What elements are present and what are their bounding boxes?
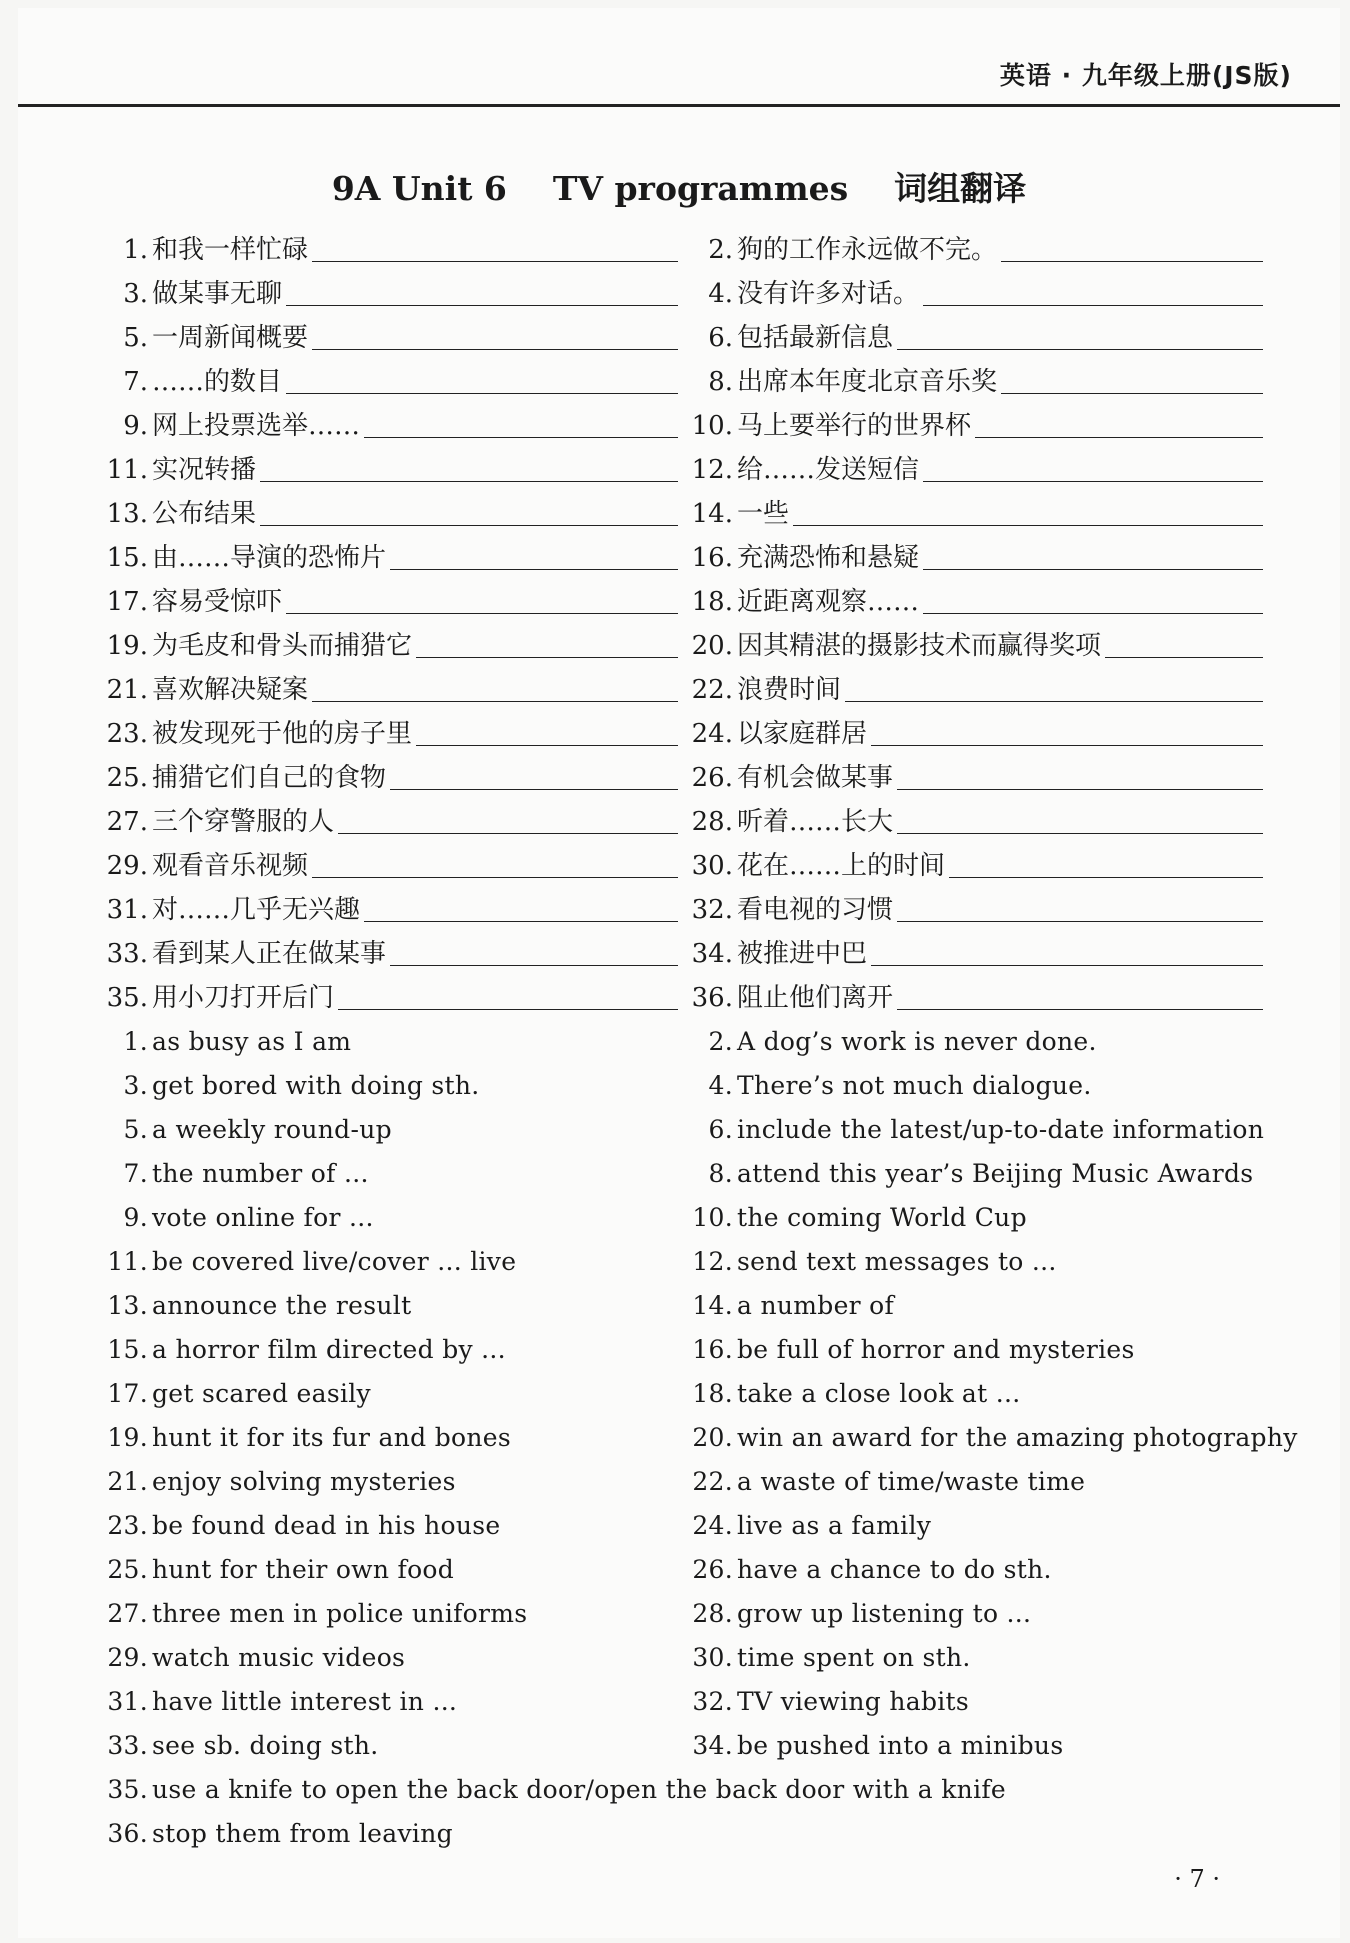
answer-blank[interactable]: [364, 921, 678, 922]
item-number: 29.: [107, 1643, 148, 1672]
translation-item: [98, 536, 678, 580]
item-number: 16.: [692, 1335, 733, 1364]
translation-item: [683, 448, 1263, 492]
answer-blank[interactable]: [897, 921, 1263, 922]
item-text: 有机会做某事: [737, 763, 894, 793]
item-number: 33.: [107, 1731, 148, 1760]
item-number: 32.: [691, 895, 733, 925]
answer-blank[interactable]: [923, 569, 1263, 570]
translation-item: [98, 756, 678, 800]
item-text: be found dead in his house: [152, 1511, 501, 1540]
item-number: 35.: [107, 1775, 148, 1804]
answer-blank[interactable]: [897, 789, 1263, 790]
answer-item: [683, 1724, 1303, 1768]
item-number: 6.: [708, 1115, 733, 1144]
item-text: a horror film directed by ...: [152, 1335, 506, 1364]
answer-item: [98, 1372, 678, 1416]
item-number: 9.: [123, 1203, 148, 1232]
page-title: 9A Unit 6 TV programmes 词组翻译: [331, 169, 1027, 208]
translation-item: [98, 668, 678, 712]
item-number: 3.: [123, 1071, 148, 1100]
item-text: 看电视的习惯: [737, 895, 894, 925]
item-number: 29.: [106, 851, 148, 881]
item-number: 20.: [691, 631, 733, 661]
item-text: include the latest/up-to-date information: [737, 1115, 1265, 1144]
answer-blank[interactable]: [793, 525, 1263, 526]
item-number: 18.: [691, 587, 733, 617]
item-text: hunt it for its fur and bones: [152, 1423, 511, 1452]
translation-item: [98, 492, 678, 536]
answer-item: [98, 1592, 678, 1636]
item-text: the coming World Cup: [737, 1203, 1027, 1232]
answer-blank[interactable]: [416, 745, 678, 746]
answer-item: [683, 1504, 1303, 1548]
answer-blank[interactable]: [312, 349, 678, 350]
translation-item: [683, 404, 1263, 448]
answer-item: [98, 1460, 678, 1504]
item-text: 被推进中巴: [737, 939, 868, 969]
item-text: watch music videos: [152, 1643, 406, 1672]
item-number: 34.: [691, 939, 733, 969]
item-text: the number of ...: [152, 1159, 369, 1188]
translation-item: [98, 800, 678, 844]
translation-item: [683, 976, 1263, 1020]
answer-blank[interactable]: [923, 613, 1263, 614]
translation-item: [98, 360, 678, 404]
answer-item: [683, 1240, 1303, 1284]
item-text: 和我一样忙碌: [152, 235, 309, 265]
item-number: 36.: [691, 983, 733, 1013]
item-number: 5.: [123, 1115, 148, 1144]
translation-item: [683, 844, 1263, 888]
answer-blank[interactable]: [1001, 261, 1263, 262]
item-number: 26.: [692, 1555, 733, 1584]
item-text: 对……几乎无兴趣: [152, 895, 361, 925]
item-number: 11.: [106, 455, 148, 485]
answer-item: [98, 1196, 678, 1240]
answer-item: [98, 1240, 678, 1284]
answer-item: [683, 1372, 1303, 1416]
item-number: 1.: [123, 1027, 148, 1056]
item-text: have little interest in ...: [152, 1687, 458, 1716]
answer-item: [98, 1064, 678, 1108]
translation-item: [683, 624, 1263, 668]
item-text: as busy as I am: [152, 1027, 352, 1056]
answer-blank[interactable]: [923, 305, 1263, 306]
item-number: 2.: [708, 235, 733, 265]
answer-item: [683, 1064, 1303, 1108]
item-number: 34.: [692, 1731, 733, 1760]
answer-item: [683, 1548, 1303, 1592]
item-text: 给……发送短信: [737, 455, 920, 485]
item-number: 13.: [107, 1291, 148, 1320]
translation-item: [98, 448, 678, 492]
item-text: 看到某人正在做某事: [152, 939, 387, 969]
item-number: 5.: [123, 323, 148, 353]
item-text: 充满恐怖和悬疑: [737, 543, 920, 573]
translation-item: [683, 668, 1263, 712]
answer-blank[interactable]: [390, 789, 678, 790]
answer-blank[interactable]: [390, 569, 678, 570]
item-text: grow up listening to ...: [737, 1599, 1032, 1628]
answer-blank[interactable]: [897, 349, 1263, 350]
item-number: 10.: [692, 1203, 733, 1232]
item-number: 19.: [107, 1423, 148, 1452]
item-number: 10.: [691, 411, 733, 441]
answer-item: [98, 1108, 678, 1152]
item-text: 阻止他们离开: [737, 983, 894, 1013]
item-number: 8.: [708, 367, 733, 397]
translation-item: [98, 624, 678, 668]
item-text: 由……导演的恐怖片: [152, 543, 387, 573]
item-text: A dog’s work is never done.: [737, 1027, 1097, 1056]
translation-item: [683, 228, 1263, 272]
item-number: 4.: [708, 1071, 733, 1100]
answer-item: [683, 1328, 1303, 1372]
item-text: There’s not much dialogue.: [737, 1071, 1092, 1100]
item-text: 三个穿警服的人: [152, 807, 335, 837]
item-text: 喜欢解决疑案: [152, 675, 309, 705]
item-number: 21.: [107, 1467, 148, 1496]
item-text: 包括最新信息: [737, 323, 894, 353]
translation-item: [98, 316, 678, 360]
answer-item: [683, 1416, 1303, 1460]
translation-item: [98, 228, 678, 272]
item-number: 31.: [106, 895, 148, 925]
item-number: 18.: [692, 1379, 733, 1408]
answer-item: [683, 1680, 1303, 1724]
item-text: 被发现死于他的房子里: [152, 719, 413, 749]
item-text: 以家庭群居: [737, 719, 868, 749]
item-number: 17.: [106, 587, 148, 617]
answer-blank[interactable]: [975, 437, 1263, 438]
item-text: TV viewing habits: [737, 1687, 970, 1716]
item-number: 28.: [692, 1599, 733, 1628]
answer-item: [683, 1284, 1303, 1328]
item-text: a weekly round-up: [152, 1115, 392, 1144]
item-number: 9.: [123, 411, 148, 441]
header-divider: [18, 104, 1340, 107]
translation-item: [683, 756, 1263, 800]
answer-blank[interactable]: [1105, 657, 1263, 658]
item-number: 27.: [107, 1599, 148, 1628]
translation-item: [683, 492, 1263, 536]
item-text: 一些: [737, 499, 790, 529]
item-number: 25.: [107, 1555, 148, 1584]
translation-item: [98, 976, 678, 1020]
item-number: 4.: [708, 279, 733, 309]
translation-item: [683, 316, 1263, 360]
answer-item: [98, 1416, 678, 1460]
item-number: 20.: [692, 1423, 733, 1452]
item-number: 32.: [692, 1687, 733, 1716]
answer-item: [98, 1284, 678, 1328]
answer-item: [98, 1812, 1278, 1856]
answer-item: [98, 1768, 1278, 1812]
item-text: time spent on sth.: [737, 1643, 971, 1672]
translation-item: [683, 800, 1263, 844]
answer-blank[interactable]: [312, 877, 678, 878]
item-number: 23.: [107, 1511, 148, 1540]
answer-blank[interactable]: [364, 437, 678, 438]
translation-item: [98, 404, 678, 448]
item-number: 1.: [123, 235, 148, 265]
answer-item: [683, 1636, 1303, 1680]
item-number: 19.: [106, 631, 148, 661]
item-text: 近距离观察……: [737, 587, 920, 617]
item-text: 狗的工作永远做不完。: [737, 235, 998, 265]
item-text: get scared easily: [152, 1379, 371, 1408]
item-number: 28.: [691, 807, 733, 837]
item-number: 27.: [106, 807, 148, 837]
item-number: 16.: [691, 543, 733, 573]
item-text: 没有许多对话。: [737, 279, 920, 309]
item-number: 36.: [107, 1819, 148, 1848]
item-text: have a chance to do sth.: [737, 1555, 1052, 1584]
item-number: 22.: [692, 1467, 733, 1496]
answer-blank[interactable]: [1001, 393, 1263, 394]
item-text: ……的数目: [152, 367, 283, 397]
answer-blank[interactable]: [949, 877, 1263, 878]
item-number: 14.: [691, 499, 733, 529]
english-left-column: [98, 1020, 678, 1768]
item-text: enjoy solving mysteries: [152, 1467, 456, 1496]
answer-blank[interactable]: [871, 745, 1263, 746]
answer-blank[interactable]: [897, 833, 1263, 834]
answer-item: [98, 1548, 678, 1592]
item-text: 公布结果: [152, 499, 257, 529]
answer-item: [98, 1328, 678, 1372]
item-text: 捕猎它们自己的食物: [152, 763, 387, 793]
answer-blank[interactable]: [845, 701, 1263, 702]
item-text: a number of: [737, 1291, 895, 1320]
translation-item: [683, 536, 1263, 580]
item-text: 马上要举行的世界杯: [737, 411, 972, 441]
answer-item: [98, 1724, 678, 1768]
item-text: 因其精湛的摄影技术而赢得奖项: [737, 631, 1102, 661]
answer-blank[interactable]: [923, 481, 1263, 482]
answer-item: [683, 1592, 1303, 1636]
item-number: 2.: [708, 1027, 733, 1056]
answer-blank[interactable]: [338, 833, 678, 834]
item-number: 35.: [106, 983, 148, 1013]
item-number: 14.: [692, 1291, 733, 1320]
answer-blank[interactable]: [338, 1009, 678, 1010]
worksheet-page: [18, 8, 1340, 1938]
item-text: 花在……上的时间: [737, 851, 946, 881]
answer-blank[interactable]: [871, 965, 1263, 966]
item-number: 31.: [107, 1687, 148, 1716]
item-text: vote online for ...: [152, 1203, 374, 1232]
item-text: 实况转播: [152, 455, 257, 485]
item-text: 网上投票选举……: [152, 411, 361, 441]
item-text: 容易受惊吓: [152, 587, 283, 617]
item-text: 为毛皮和骨头而捕猎它: [152, 631, 413, 661]
item-number: 3.: [123, 279, 148, 309]
translation-item: [98, 272, 678, 316]
translation-item: [683, 712, 1263, 756]
item-text: 一周新闻概要: [152, 323, 309, 353]
translation-item: [683, 272, 1263, 316]
item-number: 12.: [692, 1247, 733, 1276]
english-wide-rows: [98, 1768, 1278, 1856]
item-number: 33.: [106, 939, 148, 969]
item-number: 25.: [106, 763, 148, 793]
translation-item: [98, 888, 678, 932]
item-number: 15.: [107, 1335, 148, 1364]
answer-item: [683, 1196, 1303, 1240]
answer-blank[interactable]: [897, 1009, 1263, 1010]
item-text: take a close look at ...: [737, 1379, 1021, 1408]
answer-blank[interactable]: [312, 261, 678, 262]
item-text: 浪费时间: [737, 675, 842, 705]
item-text: be full of horror and mysteries: [737, 1335, 1135, 1364]
item-text: stop them from leaving: [152, 1819, 453, 1848]
item-text: attend this year’s Beijing Music Awards: [737, 1159, 1254, 1188]
item-text: three men in police uniforms: [152, 1599, 528, 1628]
item-number: 21.: [106, 675, 148, 705]
translation-item: [98, 580, 678, 624]
answer-item: [98, 1020, 678, 1064]
translation-item: [98, 712, 678, 756]
translation-item: [683, 888, 1263, 932]
chinese-right-column: [683, 228, 1263, 1020]
answer-blank[interactable]: [390, 965, 678, 966]
answer-item: [683, 1020, 1303, 1064]
answer-item: [98, 1680, 678, 1724]
page-header: 英语 · 九年级上册(JS版): [999, 61, 1292, 90]
answer-item: [98, 1636, 678, 1680]
item-text: 用小刀打开后门: [152, 983, 335, 1013]
item-text: announce the result: [152, 1291, 412, 1320]
item-number: 23.: [106, 719, 148, 749]
answer-blank[interactable]: [286, 305, 678, 306]
answer-blank[interactable]: [286, 393, 678, 394]
item-number: 24.: [692, 1511, 733, 1540]
item-number: 13.: [106, 499, 148, 529]
item-number: 12.: [691, 455, 733, 485]
item-number: 11.: [107, 1247, 148, 1276]
item-number: 26.: [691, 763, 733, 793]
answer-blank[interactable]: [416, 657, 678, 658]
translation-item: [98, 844, 678, 888]
page-number: · 7 ·: [1174, 1865, 1220, 1893]
item-number: 7.: [123, 367, 148, 397]
answer-item: [98, 1152, 678, 1196]
english-right-column: [683, 1020, 1303, 1768]
item-text: 做某事无聊: [152, 279, 283, 309]
item-number: 22.: [691, 675, 733, 705]
item-text: 出席本年度北京音乐奖: [737, 367, 998, 397]
item-number: 17.: [107, 1379, 148, 1408]
item-text: 听着……长大: [737, 807, 894, 837]
chinese-left-column: [98, 228, 678, 1020]
item-text: win an award for the amazing photography: [737, 1423, 1298, 1452]
item-text: live as a family: [737, 1511, 932, 1540]
item-number: 8.: [708, 1159, 733, 1188]
answer-blank[interactable]: [312, 701, 678, 702]
item-text: be pushed into a minibus: [737, 1731, 1064, 1760]
item-number: 24.: [691, 719, 733, 749]
translation-item: [683, 932, 1263, 976]
item-text: hunt for their own food: [152, 1555, 455, 1584]
answer-blank[interactable]: [260, 481, 678, 482]
answer-blank[interactable]: [286, 613, 678, 614]
answer-item: [683, 1152, 1303, 1196]
item-number: 30.: [692, 1643, 733, 1672]
answer-item: [683, 1108, 1303, 1152]
item-text: see sb. doing sth.: [152, 1731, 379, 1760]
item-text: be covered live/cover ... live: [152, 1247, 517, 1276]
translation-item: [683, 360, 1263, 404]
item-text: use a knife to open the back door/open the back door with a knife: [152, 1775, 1007, 1804]
translation-item: [683, 580, 1263, 624]
item-number: 15.: [106, 543, 148, 573]
item-number: 30.: [691, 851, 733, 881]
item-text: send text messages to ...: [737, 1247, 1057, 1276]
item-number: 6.: [708, 323, 733, 353]
answer-blank[interactable]: [260, 525, 678, 526]
item-text: 观看音乐视频: [152, 851, 309, 881]
item-text: get bored with doing sth.: [152, 1071, 480, 1100]
item-text: a waste of time/waste time: [737, 1467, 1086, 1496]
translation-item: [98, 932, 678, 976]
answer-item: [683, 1460, 1303, 1504]
answer-item: [98, 1504, 678, 1548]
item-number: 7.: [123, 1159, 148, 1188]
